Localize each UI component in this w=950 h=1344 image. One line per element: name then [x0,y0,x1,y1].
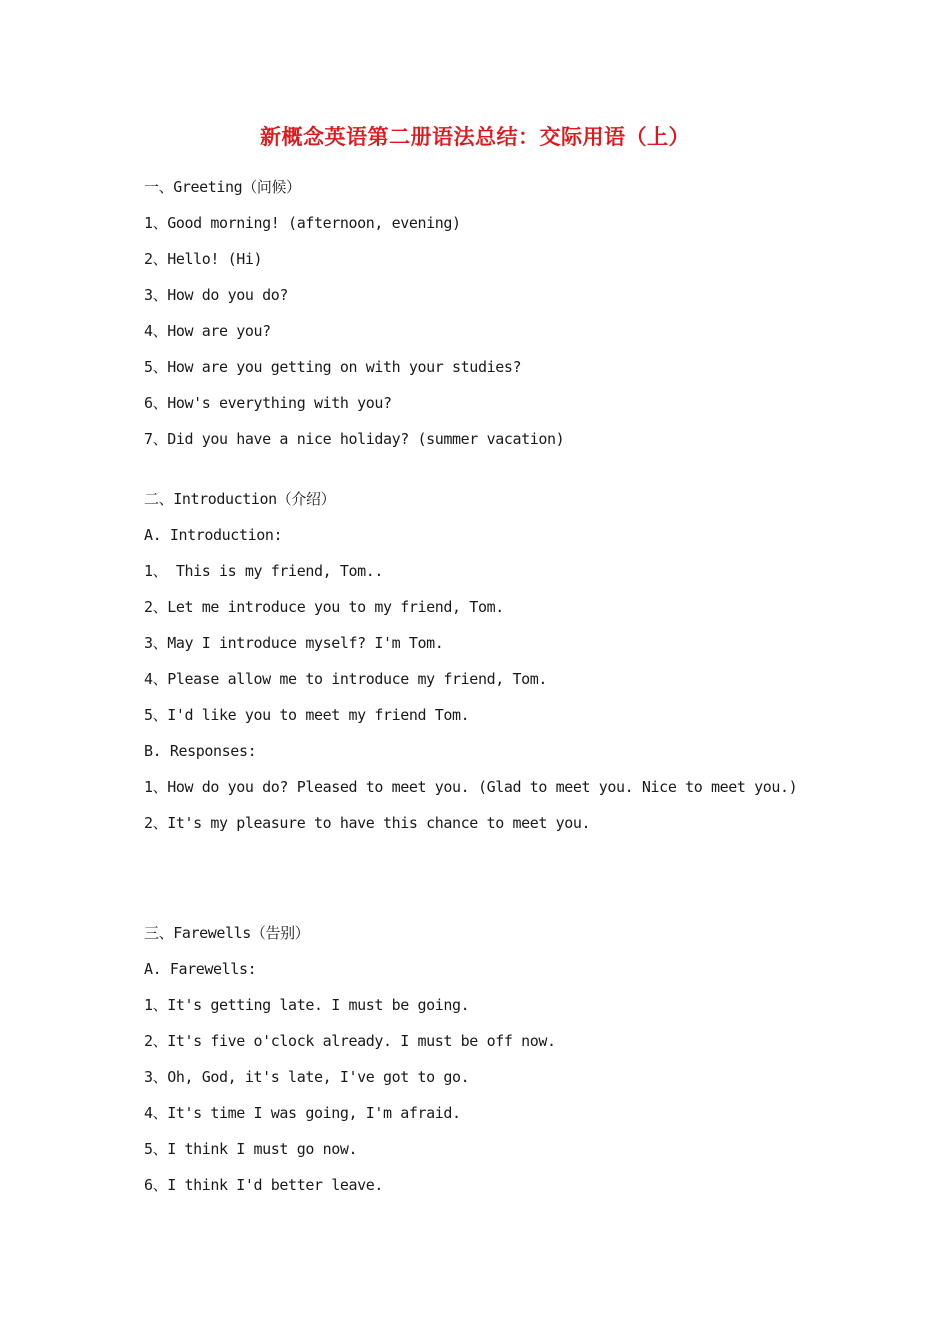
list-item: 2、Let me introduce you to my friend, Tom. [144,598,504,616]
list-item: 2、It's five o'clock already. I must be off now. [144,1032,556,1050]
list-item: 3、May I introduce myself? I'm Tom. [144,634,444,652]
list-item: 2、It's my pleasure to have this chance to meet you. [144,814,591,832]
list-item: 3、Oh, God, it's late, I've got to go. [144,1068,470,1086]
list-item: 1、How do you do? Pleased to meet you. (Glad to meet you. Nice to meet you.) [144,778,798,796]
subsection-label: B. Responses: [144,742,257,760]
list-item: 1、 This is my friend, Tom.. [144,562,384,580]
list-item: 4、Please allow me to introduce my friend, Tom. [144,670,547,688]
list-item: 6、I think I'd better leave. [144,1176,384,1194]
list-item: 5、I'd like you to meet my friend Tom. [144,706,470,724]
list-item: 4、It's time I was going, I'm afraid. [144,1104,461,1122]
subsection-label: A. Introduction: [144,526,283,544]
list-item: 2、Hello! (Hi) [144,250,263,268]
section-heading-introduction: 二、Introduction（介绍） [144,490,336,508]
list-item: 5、How are you getting on with your studies? [144,358,522,376]
list-item: 5、I think I must go now. [144,1140,358,1158]
list-item: 3、How do you do? [144,286,289,304]
section-heading-greeting: 一、Greeting（问候） [144,178,301,196]
document-title: 新概念英语第二册语法总结：交际用语（上） [260,124,690,149]
list-item: 4、How are you? [144,322,271,340]
subsection-label: A. Farewells: [144,960,257,978]
list-item: 7、Did you have a nice holiday? (summer vacation) [144,430,565,448]
list-item: 6、How's everything with you? [144,394,392,412]
section-heading-farewells: 三、Farewells（告别） [144,924,310,942]
list-item: 1、Good morning! (afternoon, evening) [144,214,461,232]
list-item: 1、It's getting late. I must be going. [144,996,470,1014]
